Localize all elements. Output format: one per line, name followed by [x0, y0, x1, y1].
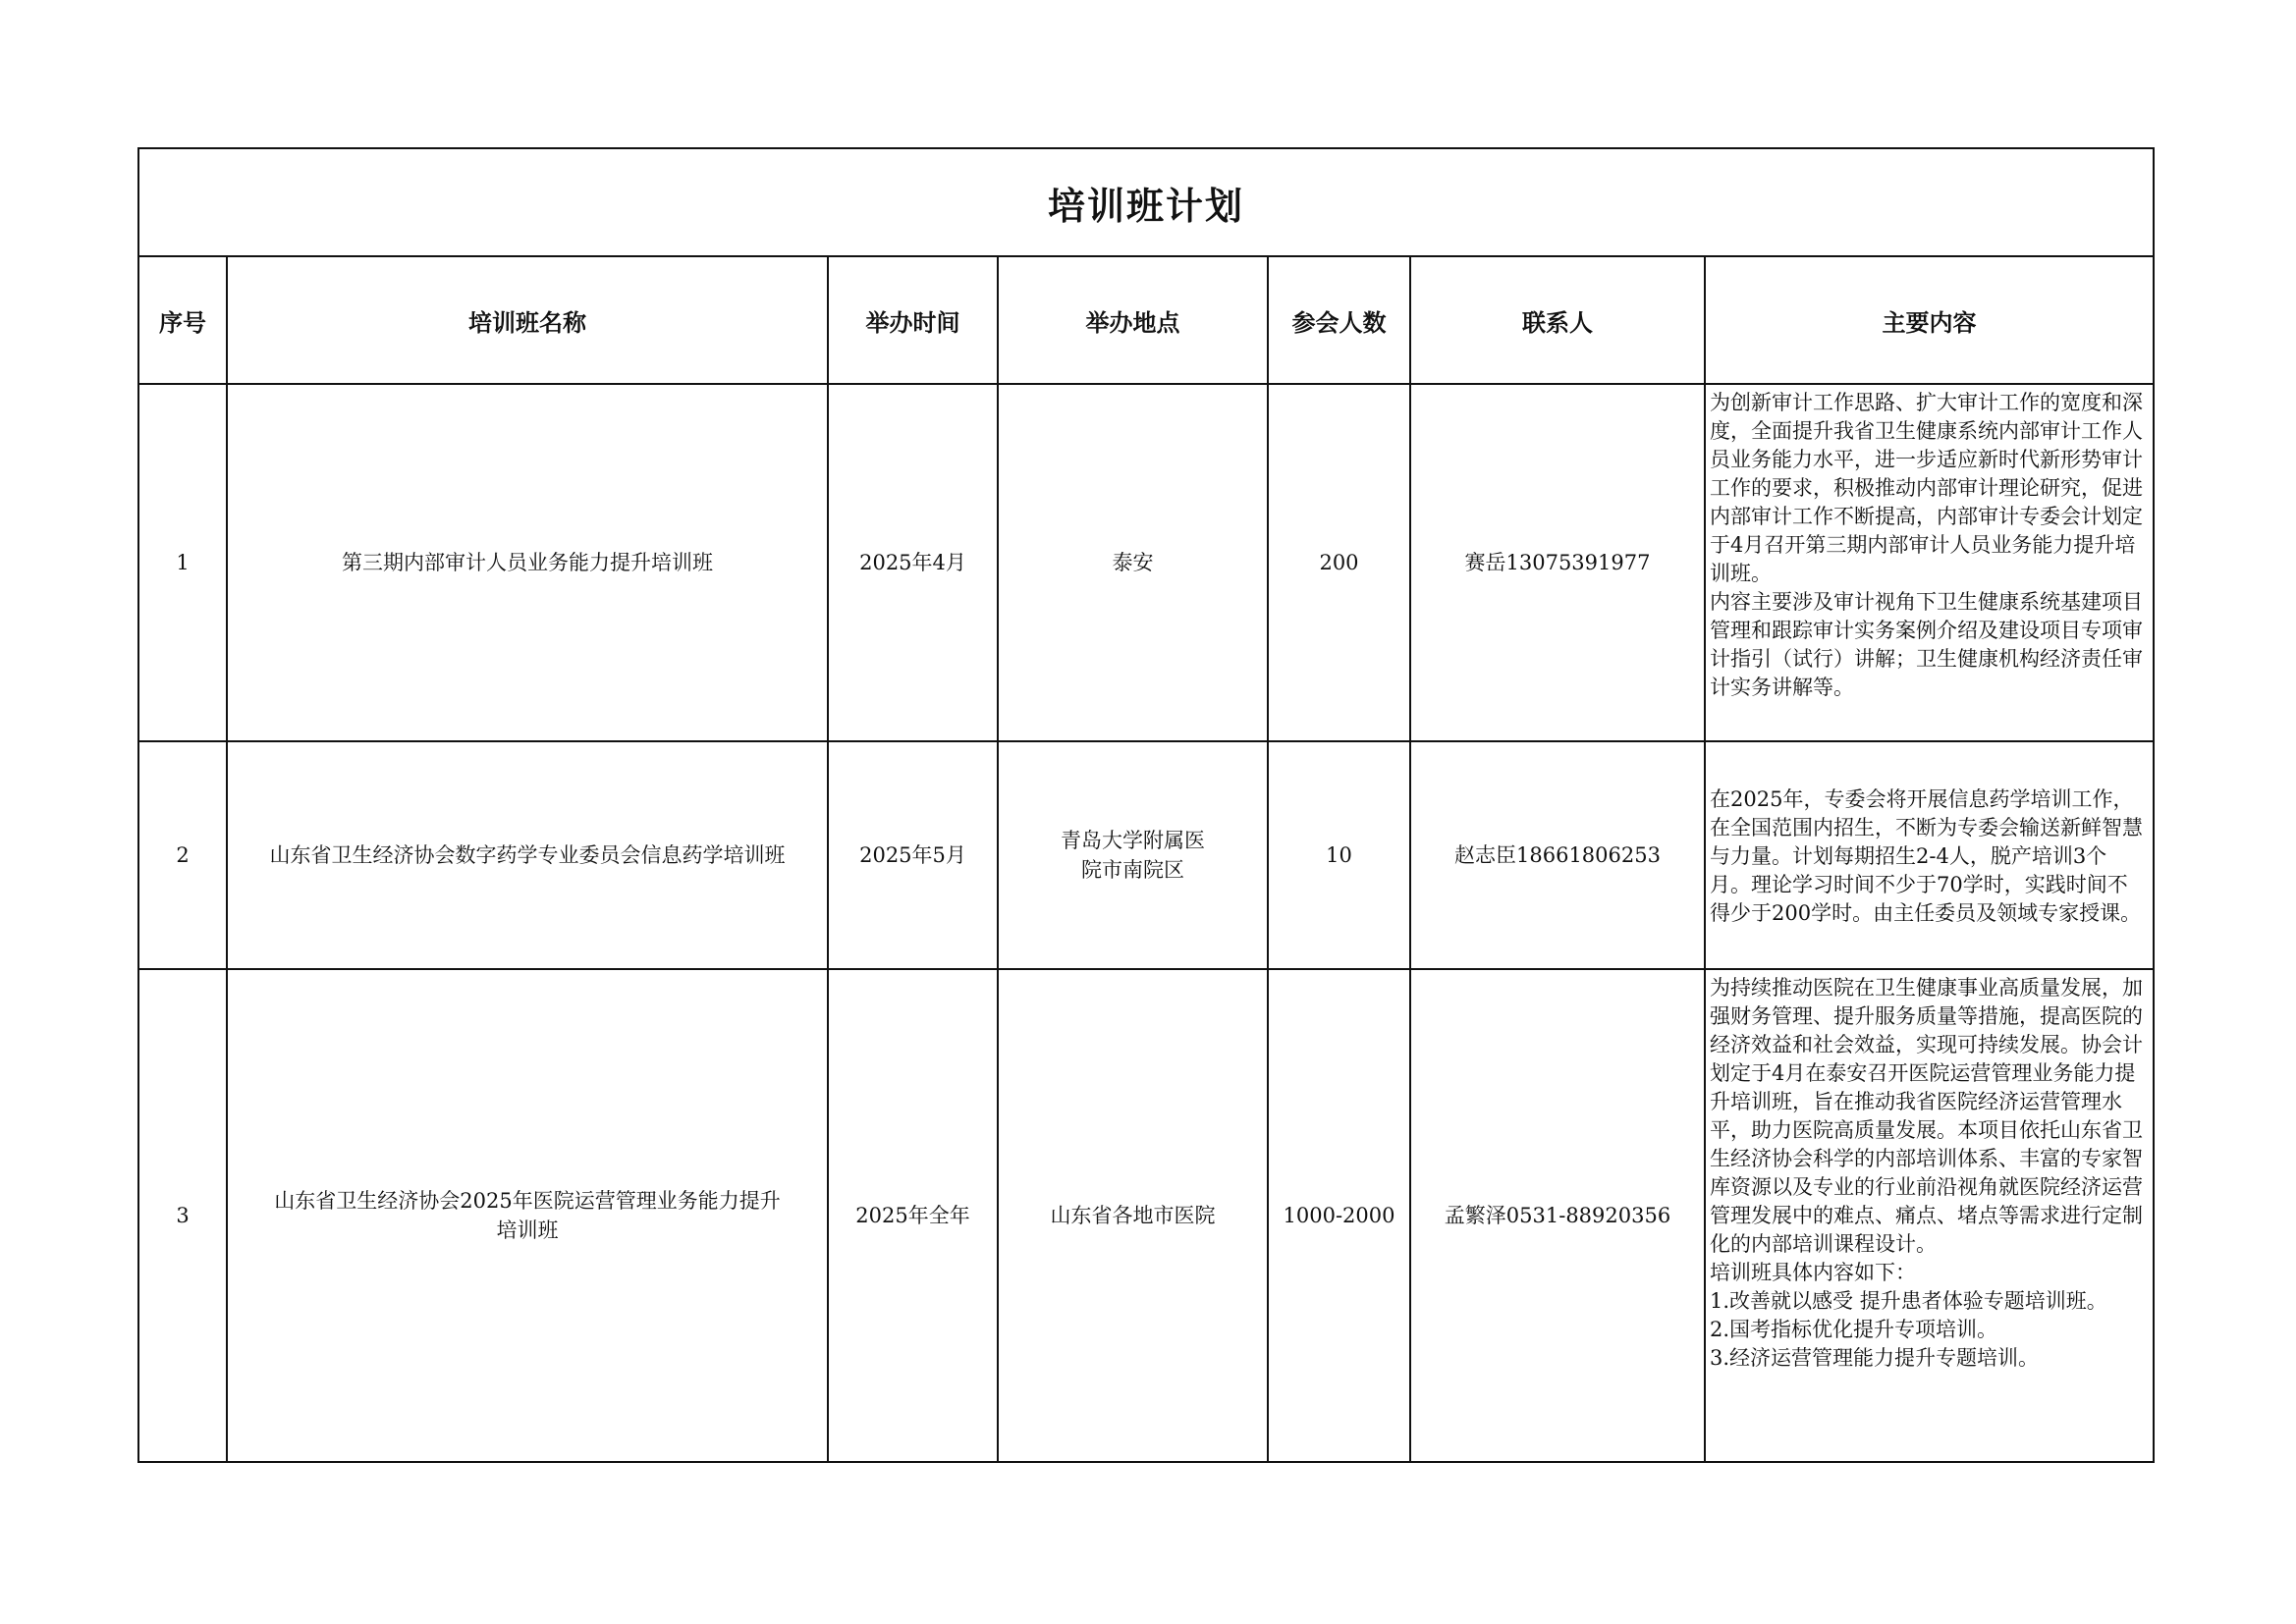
cell-attendees: 200 [1268, 384, 1410, 741]
cell-time: 2025年全年 [828, 969, 998, 1462]
cell-place: 山东省各地市医院 [998, 969, 1268, 1462]
header-seq: 序号 [138, 256, 227, 384]
content-paragraph: 1.改善就以感受 提升患者体验专题培训班。 [1710, 1289, 2107, 1313]
training-plan-sheet [137, 147, 2153, 1463]
cell-contact: 赛岳13075391977 [1410, 384, 1705, 741]
header-name: 培训班名称 [227, 256, 828, 384]
table-row [138, 741, 2154, 969]
cell-attendees: 1000-2000 [1268, 969, 1410, 1462]
table-row [138, 384, 2154, 741]
training-plan-table [137, 147, 2155, 1463]
content-paragraph: 内容主要涉及审计视角下卫生健康系统基建项目管理和跟踪审计实务案例介绍及建设项目专项审计指引（试行）讲解；卫生健康机构经济责任审计实务讲解等。 [1710, 590, 2143, 699]
cell-seq: 2 [138, 741, 227, 969]
header-time: 举办时间 [828, 256, 998, 384]
cell-contact: 孟繁泽0531-88920356 [1410, 969, 1705, 1462]
content-paragraph: 2.国考指标优化提升专项培训。 [1710, 1318, 1998, 1341]
content-paragraph: 为持续推动医院在卫生健康事业高质量发展，加强财务管理、提升服务质量等措施，提高医院的经济效益和社会效益，实现可持续发展。协会计划定于4月在泰安召开医院运营管理业务能力提升培训班，旨在推动我省医院经济运营管理水平，助力医院高质量发展。本项目依托山东省卫生经济协会科学的内部培训体系、丰富的专家智库资源以及专业的行业前沿视角就医院经济运营管理发展中的难点、痛点、堵点等需求进行定制化的内部培训课程设计。 [1710, 976, 2143, 1256]
header-place: 举办地点 [998, 256, 1268, 384]
header-row [138, 256, 2154, 384]
cell-place: 泰安 [998, 384, 1268, 741]
page-title: 培训班计划 [138, 148, 2154, 256]
content-paragraph: 在2025年，专委会将开展信息药学培训工作，在全国范围内招生，不断为专委会输送新鲜智慧与力量。计划每期招生2-4人，脱产培训3个月。理论学习时间不少于70学时，实践时间不得少于200学时。由主任委员及领域专家授课。 [1710, 786, 2143, 925]
cell-contact: 赵志臣18661806253 [1410, 741, 1705, 969]
content-paragraph: 培训班具体内容如下： [1710, 1261, 1916, 1284]
cell-name: 第三期内部审计人员业务能力提升培训班 [227, 384, 828, 741]
cell-seq: 3 [138, 969, 227, 1462]
cell-content [1705, 384, 2154, 741]
cell-time: 2025年5月 [828, 741, 998, 969]
cell-content [1705, 969, 2154, 1462]
header-content: 主要内容 [1705, 256, 2154, 384]
cell-seq: 1 [138, 384, 227, 741]
cell-name: 山东省卫生经济协会2025年医院运营管理业务能力提升培训班 [227, 969, 828, 1462]
header-contact: 联系人 [1410, 256, 1705, 384]
header-attendees: 参会人数 [1268, 256, 1410, 384]
title-row [138, 148, 2154, 256]
cell-content [1705, 741, 2154, 969]
cell-time: 2025年4月 [828, 384, 998, 741]
content-paragraph: 为创新审计工作思路、扩大审计工作的宽度和深度，全面提升我省卫生健康系统内部审计工作人员业务能力水平，进一步适应新时代新形势审计工作的要求，积极推动内部审计理论研究，促进内部审计工作不断提高，内部审计专委会计划定于4月召开第三期内部审计人员业务能力提升培训班。 [1710, 391, 2143, 585]
cell-place: 青岛大学附属医院市南院区 [998, 741, 1268, 969]
content-paragraph: 3.经济运营管理能力提升专题培训。 [1710, 1346, 2040, 1370]
table-row [138, 969, 2154, 1462]
cell-attendees: 10 [1268, 741, 1410, 969]
cell-name: 山东省卫生经济协会数字药学专业委员会信息药学培训班 [227, 741, 828, 969]
